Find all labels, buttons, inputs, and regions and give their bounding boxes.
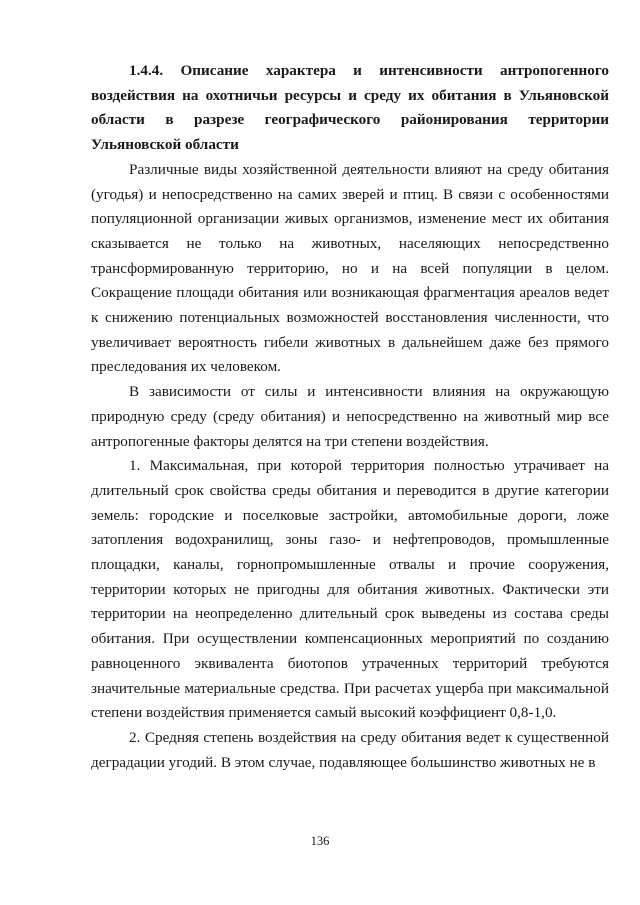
paragraph-maximum-degree: 1. Максимальная, при которой территория полностью утрачивает на длительный срок свойства среды обитания и переводится в другие категории земель: городские и поселковые застройки, автомобильные дороги, ложе затопления водохранилищ, зоны газо- и нефтепроводов, промышленные площадки, каналы, горнопромышленные отвалы и прочие сооружения, территории которых не пригодны для обитания животных. Фактически эти территории на неопределенно длительный срок выведены из состава среды обитания. При осуществлении компенсационных мероприятий по созданию равноценного эквивалента биотопов утраченных территорий требуются значительные материальные средства. При расчетах ущерба при максимальной степени воздействия применяется самый высокий коэффициент 0,8-1,0. (91, 457, 609, 722)
paragraph-impact-degrees: В зависимости от силы и интенсивности влияния на окружающую природную среду (среду обитания) и непосредственно на животный мир все антропогенные факторы делятся на три степени воздействия. (91, 383, 609, 450)
page-body (91, 59, 609, 775)
paragraph-medium-degree: 2. Средняя степень воздействия на среду обитания ведет к существенной деградации угодий. В этом случае, подавляющее большинство животных не в (91, 728, 609, 771)
section-heading: 1.4.4. Описание характера и интенсивности антропогенного воздействия на охотничьи ресурсы и среду их обитания в Ульяновской области в разрезе географического районирования территории Ульяновской области (91, 62, 609, 154)
paragraph-habitat-impact: Различные виды хозяйственной деятельности влияют на среду обитания (угодья) и непосредственно на самих зверей и птиц. В связи с особенностями популяционной организации живых организмов, изменение мест их обитания сказывается не только на животных, населяющих непосредственно трансформированную территорию, но и на всей популяции в целом. Сокращение площади обитания или возникающая фрагментация ареалов ведет к снижению потенциальных возможностей восстановления численности, что увеличивает вероятность гибели животных в дальнейшем даже без прямого преследования их человеком. (91, 160, 609, 376)
page-number: 136 (310, 834, 330, 848)
